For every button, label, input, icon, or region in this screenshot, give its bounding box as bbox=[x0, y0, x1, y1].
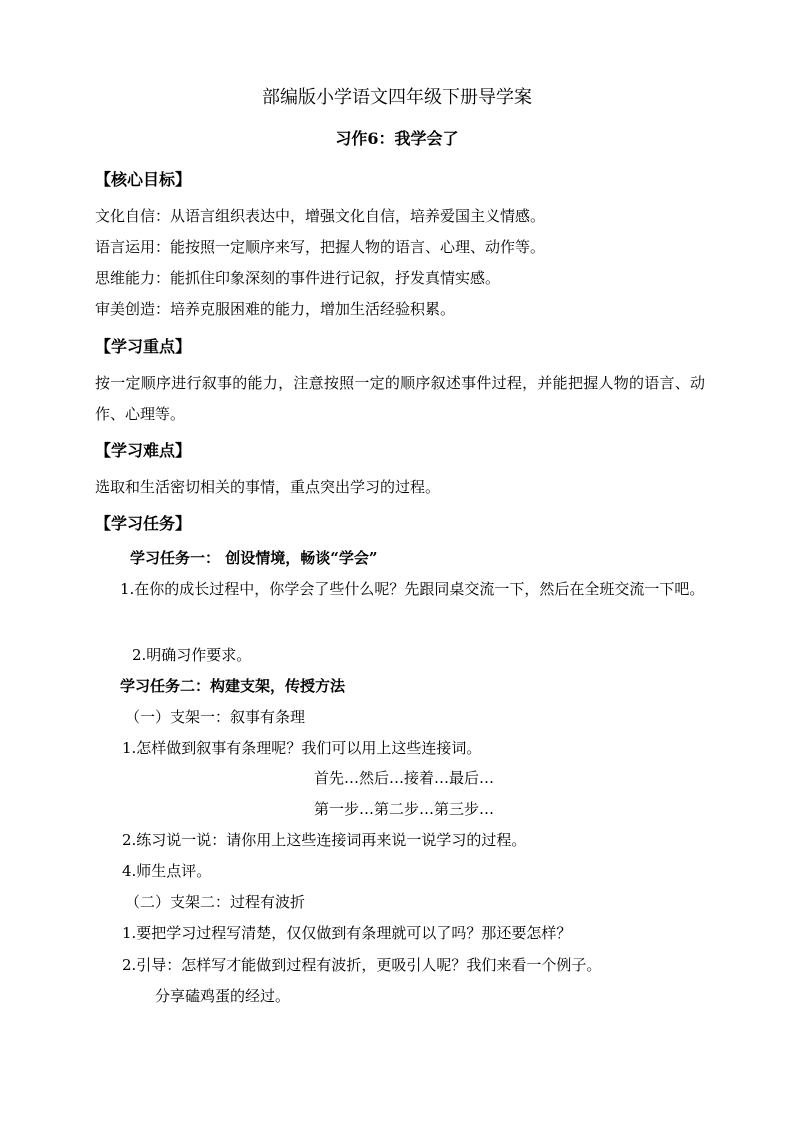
frame2-title: （二）支架二：过程有波折 bbox=[125, 893, 306, 911]
frame1-title: （一）支架一：叙事有条理 bbox=[125, 708, 306, 726]
goal-item: 文化自信：从语言组织表达中，增强文化自信，培养爱国主义情感。 bbox=[95, 207, 546, 225]
core-goals-heading: 【核心目标】 bbox=[95, 170, 192, 189]
task1-item2: 2.明确习作要求。 bbox=[132, 646, 252, 664]
frame1-item4: 4.师生点评。 bbox=[122, 862, 212, 880]
document-title: 部编版小学语文四年级下册导学案 bbox=[262, 87, 532, 108]
frame1-item1: 1.怎样做到叙事有条理呢？我们可以用上这些连接词。 bbox=[122, 739, 482, 757]
difficulties-heading: 【学习难点】 bbox=[95, 441, 192, 460]
key-points-heading: 【学习重点】 bbox=[95, 337, 192, 356]
frame1-item2: 2.练习说一说：请你用上这些连接词再来说一说学习的过程。 bbox=[122, 831, 527, 849]
goal-item: 思维能力：能抓住印象深刻的事件进行记叙，抒发真情实感。 bbox=[95, 269, 501, 287]
task2-title: 学习任务二：构建支架，传授方法 bbox=[120, 677, 346, 695]
frame2-item2: 2.引导：怎样写才能做到过程有波折，更吸引人呢？我们来看一个例子。 bbox=[122, 956, 602, 974]
difficulties-text: 选取和生活密切相关的事情，重点突出学习的过程。 bbox=[95, 478, 441, 496]
goal-item: 审美创造：培养克服困难的能力，增加生活经验积累。 bbox=[95, 300, 456, 318]
tasks-heading: 【学习任务】 bbox=[95, 514, 192, 533]
lesson-title: 习作6：我学会了 bbox=[335, 129, 459, 148]
task1-item1: 1.在你的成长过程中，你学会了些什么呢？先跟同桌交流一下，然后在全班交流一下吧。 bbox=[120, 580, 705, 598]
connectors-line-1: 首先…然后…接着…最后… bbox=[314, 769, 495, 787]
frame2-item1: 1.要把学习过程写清楚，仅仅做到有条理就可以了吗？那还要怎样？ bbox=[122, 924, 572, 942]
frame2-example: 分享磕鸡蛋的经过。 bbox=[155, 987, 291, 1005]
key-points-text: 按一定顺序进行叙事的能力，注意按照一定的顺序叙述事件过程，并能把握人物的语言、动作、心理等。 bbox=[95, 374, 705, 423]
task1-title: 学习任务一： 创设情境，畅谈“学会” bbox=[130, 549, 378, 567]
goal-item: 语言运用：能按照一定顺序来写，把握人物的语言、心理、动作等。 bbox=[95, 238, 546, 256]
connectors-line-2: 第一步…第二步…第三步… bbox=[314, 800, 495, 818]
